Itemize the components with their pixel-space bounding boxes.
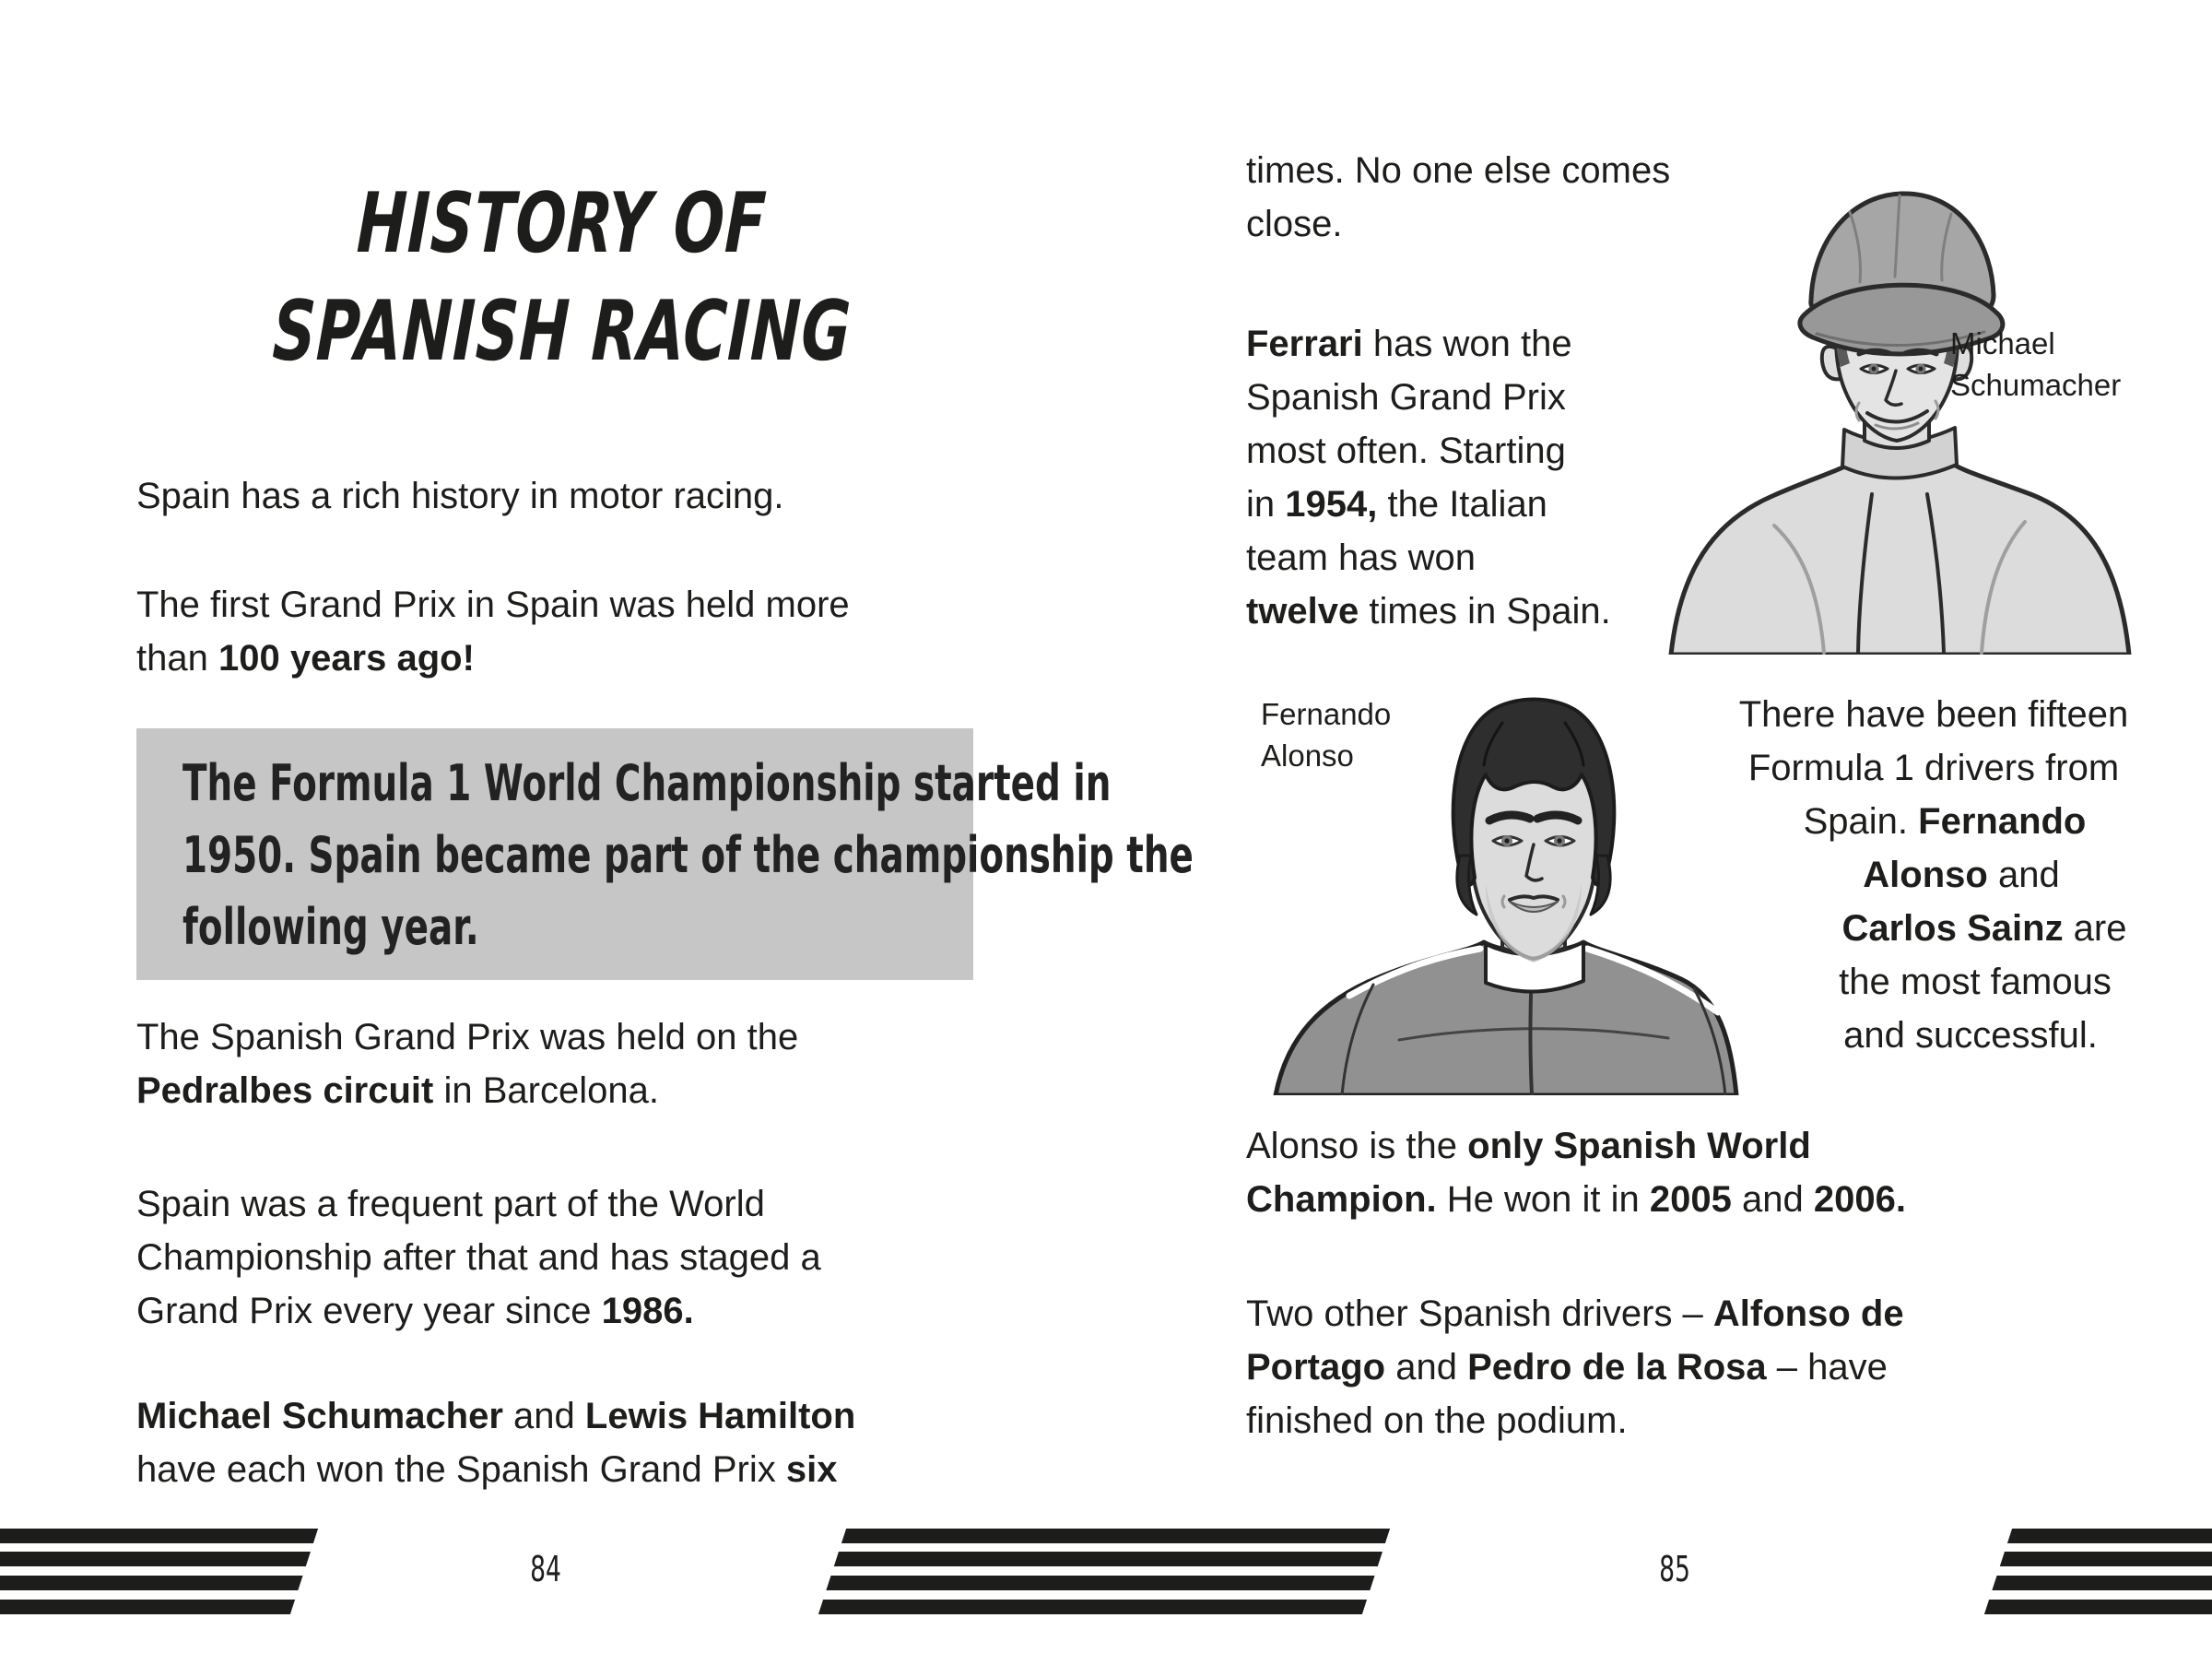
stripe [1984, 1600, 2212, 1614]
page-title [0, 170, 1124, 385]
stripe [834, 1552, 1382, 1566]
text-line: Alonso and [1863, 855, 2060, 895]
text-line: twelve times in Spain. [1246, 591, 1611, 632]
text-line: Pedralbes circuit in Barcelona. [136, 1070, 659, 1111]
speed-stripes-right [1984, 1529, 2212, 1614]
text-line: The Spanish Grand Prix was held on the [136, 1017, 799, 1057]
stripe [841, 1529, 1390, 1543]
text-line: The first Grand Prix in Spain was held more [136, 585, 850, 625]
fact-box-line: The Formula 1 World Championship started in [182, 754, 1112, 812]
stripe [818, 1600, 1367, 1614]
stripe [1992, 1576, 2212, 1590]
stripe [826, 1576, 1374, 1590]
paragraph-pedralbes [136, 1010, 798, 1117]
caption-line: Fernando [1261, 697, 1392, 731]
schumacher-caption [1950, 323, 2121, 406]
paragraph-intro [136, 469, 784, 523]
page-title-line2: SPANISH RACING [271, 283, 853, 380]
text-line: Spain has a rich history in motor racing. [136, 476, 784, 516]
text-line: have each won the Spanish Grand Prix six [136, 1449, 838, 1490]
stripe [2000, 1552, 2212, 1566]
paragraph-podium [1246, 1287, 1904, 1447]
fact-box-line: following year. [182, 898, 479, 956]
stripe [0, 1600, 295, 1614]
stripe [2007, 1529, 2212, 1543]
fact-box-line: 1950. Spain became part of the championship the [182, 826, 1194, 884]
caption-line: Michael [1950, 326, 2055, 360]
paragraph-first-grand-prix [136, 578, 850, 685]
text-line: finished on the podium. [1246, 1400, 1628, 1441]
paragraph-championship [136, 1177, 821, 1338]
text-line: the most famous [1839, 962, 2112, 1002]
text-line: Michael Schumacher and Lewis Hamilton [136, 1396, 856, 1436]
page-title-line1: HISTORY OF [355, 175, 770, 272]
text-line: Grand Prix every year since 1986. [136, 1291, 694, 1331]
stripe [0, 1552, 311, 1566]
stripe [0, 1576, 303, 1590]
text-line: Formula 1 drivers from [1747, 748, 2120, 788]
text-line: and successful. [1843, 1015, 2098, 1056]
text-line: than 100 years ago! [136, 638, 475, 679]
text-line: There have been fifteen [1738, 694, 2129, 735]
page-number-left: 84 [530, 1549, 561, 1589]
paragraph-six-times [1246, 144, 1670, 251]
text-line: Ferrari has won the [1246, 324, 1572, 364]
paragraph-schumacher-hamilton [136, 1389, 855, 1496]
fact-box [136, 728, 1194, 980]
paragraph-ferrari [1246, 317, 1611, 638]
text-line: in 1954, the Italian [1246, 484, 1547, 525]
text-line: Championship after that and has staged a [136, 1237, 821, 1278]
text-line: times. No one else comes [1246, 150, 1671, 191]
text-line: Spain was a frequent part of the World [136, 1184, 765, 1224]
page-number-right: 85 [1659, 1549, 1690, 1589]
text-line: Champion. He won it in 2005 and 2006. [1246, 1179, 1906, 1220]
alonso-caption [1261, 693, 1391, 776]
text-line: Two other Spanish drivers – Alfonso de [1246, 1293, 1904, 1334]
text-line: Portago and Pedro de la Rosa – have [1246, 1347, 1888, 1388]
paragraph-fifteen-drivers [1722, 688, 2146, 1062]
text-line: Spanish Grand Prix [1246, 377, 1566, 418]
text-line: Alonso is the only Spanish World [1246, 1126, 1811, 1166]
text-line: close. [1246, 204, 1343, 244]
speed-stripes-left [0, 1529, 318, 1614]
caption-line: Schumacher [1950, 368, 2122, 402]
caption-line: Alonso [1261, 738, 1354, 773]
paragraph-world-champion [1246, 1119, 1906, 1226]
text-line: most often. Starting [1246, 431, 1566, 471]
text-line: Carlos Sainz are [1841, 908, 2127, 949]
stripe [0, 1529, 318, 1543]
text-line: Spain. Fernando [1803, 801, 2087, 842]
speed-stripes-center [818, 1529, 1390, 1614]
text-line: team has won [1246, 537, 1477, 578]
